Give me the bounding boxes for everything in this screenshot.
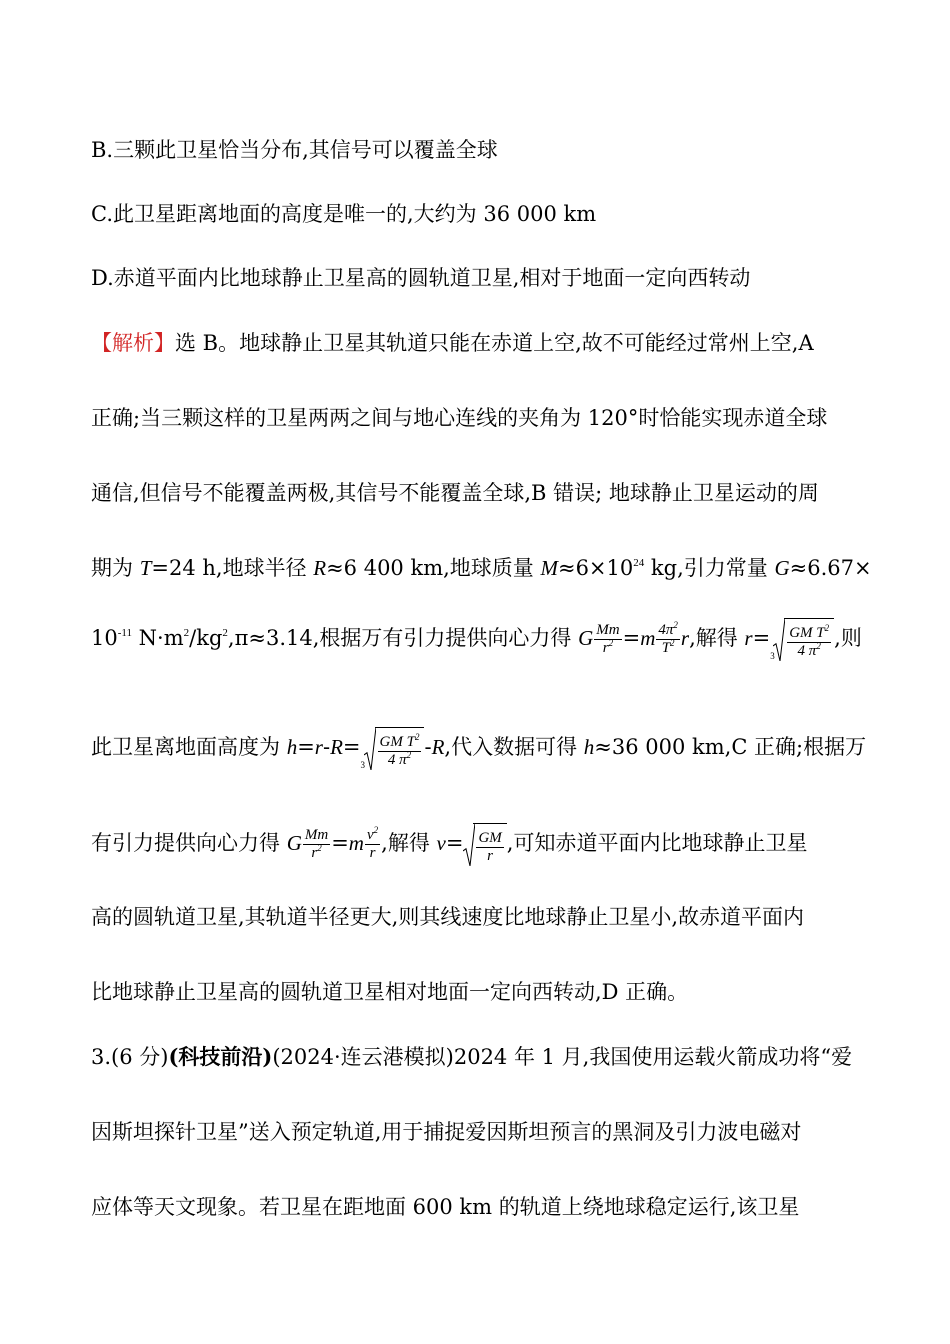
analysis-line-4: 期为 T=24 h,地球半径 R≈6 400 km,地球质量 $M\approx 6\times 10^{24}$ kg,引力常量 G≈6.67×: [91, 556, 872, 580]
option-d: D.赤道平面内比地球静止卫星高的圆轨道卫星,相对于地面一定向西转动: [91, 266, 751, 290]
analysis-line-2: 正确;当三颗这样的卫星两两之间与地心连线的夹角为 120°时恰能实现赤道全球: [91, 406, 828, 430]
analysis-line-9: 比地球静止卫星高的圆轨道卫星相对地面一定向西转动,D 正确。: [91, 980, 689, 1004]
question-number: 3.(6 分): [91, 1045, 169, 1069]
fraction-Mm-r2: $\frac{Mm}{r^2}$: [304, 827, 329, 861]
square-root-radical: $\frac{GM}{r}$: [463, 823, 506, 866]
cube-root-radical: 3 $\frac{GM T^2}{4 \pi^2}$: [361, 727, 425, 770]
analysis-tag: 【解析】: [91, 331, 175, 355]
fraction-4pi2-T2: $\frac{4\pi^2}{T^2}$: [658, 620, 678, 656]
analysis-line-3: 通信,但信号不能覆盖两极,其信号不能覆盖全球,B 错误; 地球静止卫星运动的周: [91, 481, 819, 505]
analysis-line-7: 有引力提供向心力得 G $\frac{Mm}{r^2}$ =m $\frac{v^2}{r}$ ,解得 v= $\frac{GM}{r}$ ,可知赤道平面内比地球静止卫星: [91, 825, 808, 864]
question-tag: (科技前沿): [168, 1044, 273, 1069]
option-c: C.此卫星距离地面的高度是唯一的,大约为 36 000 km: [91, 202, 597, 226]
option-b: B.三颗此卫星恰当分布,其信号可以覆盖全球: [91, 138, 498, 162]
analysis-line-1: 【解析】选 B。地球静止卫星其轨道只能在赤道上空,故不可能经过常州上空,A: [91, 331, 814, 355]
fraction-v2-r: $\frac{v^2}{r}$: [366, 825, 379, 861]
question-3-line-3: 应体等天文现象。若卫星在距地面 600 km 的轨道上绕地球稳定运行,该卫星: [91, 1195, 800, 1219]
cube-root-radical: 3 $\frac{GM T^2}{4 \pi^2}$: [770, 618, 834, 661]
question-3-line-1: 3.(6 分)(科技前沿)(2024·连云港模拟)2024 年 1 月,我国使用运载火箭成功将“爱: [91, 1044, 853, 1069]
analysis-line-5: $10^{-11}$ $N\cdot m^2/kg^2,\pi\approx 3.14$,根据万有引力提供向心力得 G $\frac{Mm}{r^2}$ =m $\frac{4\pi^2}{T^2}$ r,解得 r= 3 $\frac{GM T^2}{4 \pi^2}$ ,则: [91, 620, 862, 661]
analysis-line-8: 高的圆轨道卫星,其轨道半径更大,则其线速度比地球静止卫星小,故赤道平面内: [91, 905, 805, 929]
question-3-line-2: 因斯坦探针卫星”送入预定轨道,用于捕捉爱因斯坦预言的黑洞及引力波电磁对: [91, 1120, 802, 1144]
analysis-line-6: 此卫星离地面高度为 h=r-R= 3 $\frac{GM T^2}{4 \pi^2}$ -R,代入数据可得 h≈36 000 km,C 正确;根据万: [91, 727, 866, 770]
fraction-Mm-r2: $\frac{Mm}{r^2}$: [596, 622, 620, 656]
